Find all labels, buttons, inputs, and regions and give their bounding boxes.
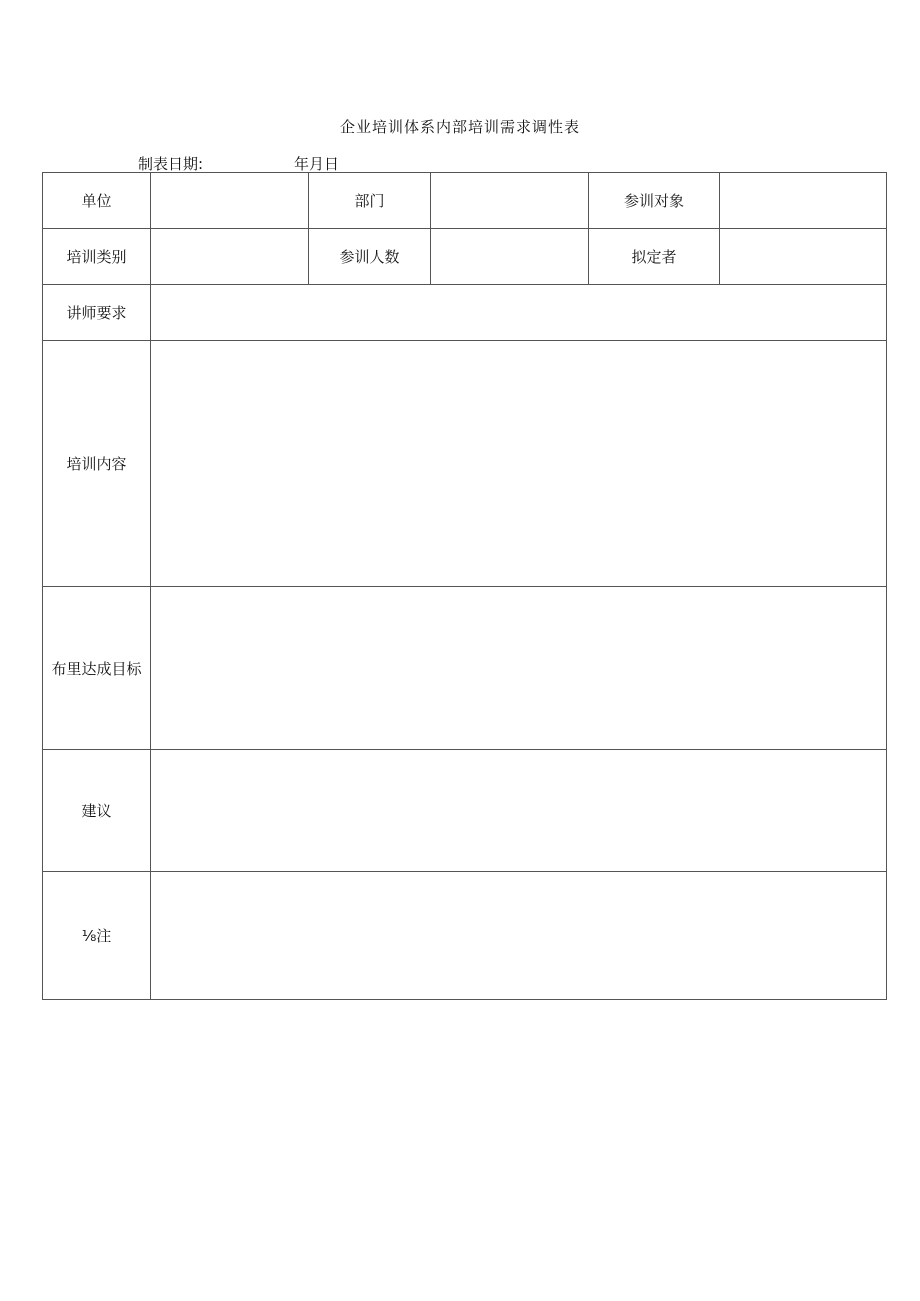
training-content-label: 培训内容 [43,341,151,587]
drafter-field[interactable] [720,229,887,285]
form-row-remarks [43,872,887,1000]
training-content-field[interactable] [151,341,887,587]
document-title: 企业培训体系内部培训需求调性表 [339,118,580,136]
unit-label: 单位 [43,173,151,229]
unit-field[interactable] [151,173,309,229]
date-value: 年月日 [294,155,340,173]
trainees-label: 参训对象 [589,173,720,229]
suggestion-field[interactable] [151,750,887,872]
goals-field[interactable] [151,587,887,750]
department-field[interactable] [431,173,589,229]
category-field[interactable] [151,229,309,285]
suggestion-label: 建议 [43,750,151,872]
training-needs-form-table [42,172,887,1000]
form-row-goals [43,587,887,750]
remarks-label: ⅛注 [43,872,151,1000]
instructor-requirements-label: 讲师要求 [43,285,151,341]
department-label: 部门 [309,173,431,229]
remarks-field[interactable] [151,872,887,1000]
form-row-instructor [43,285,887,341]
goals-label: 布里达成目标 [43,587,151,750]
instructor-requirements-field[interactable] [151,285,887,341]
trainees-field[interactable] [720,173,887,229]
form-row-category [43,229,887,285]
headcount-label: 参训人数 [309,229,431,285]
form-row-content [43,341,887,587]
form-row-suggestion [43,750,887,872]
headcount-field[interactable] [431,229,589,285]
category-label: 培训类别 [43,229,151,285]
drafter-label: 拟定者 [589,229,720,285]
form-row-basic [43,173,887,229]
date-label: 制表日期: [138,155,204,173]
